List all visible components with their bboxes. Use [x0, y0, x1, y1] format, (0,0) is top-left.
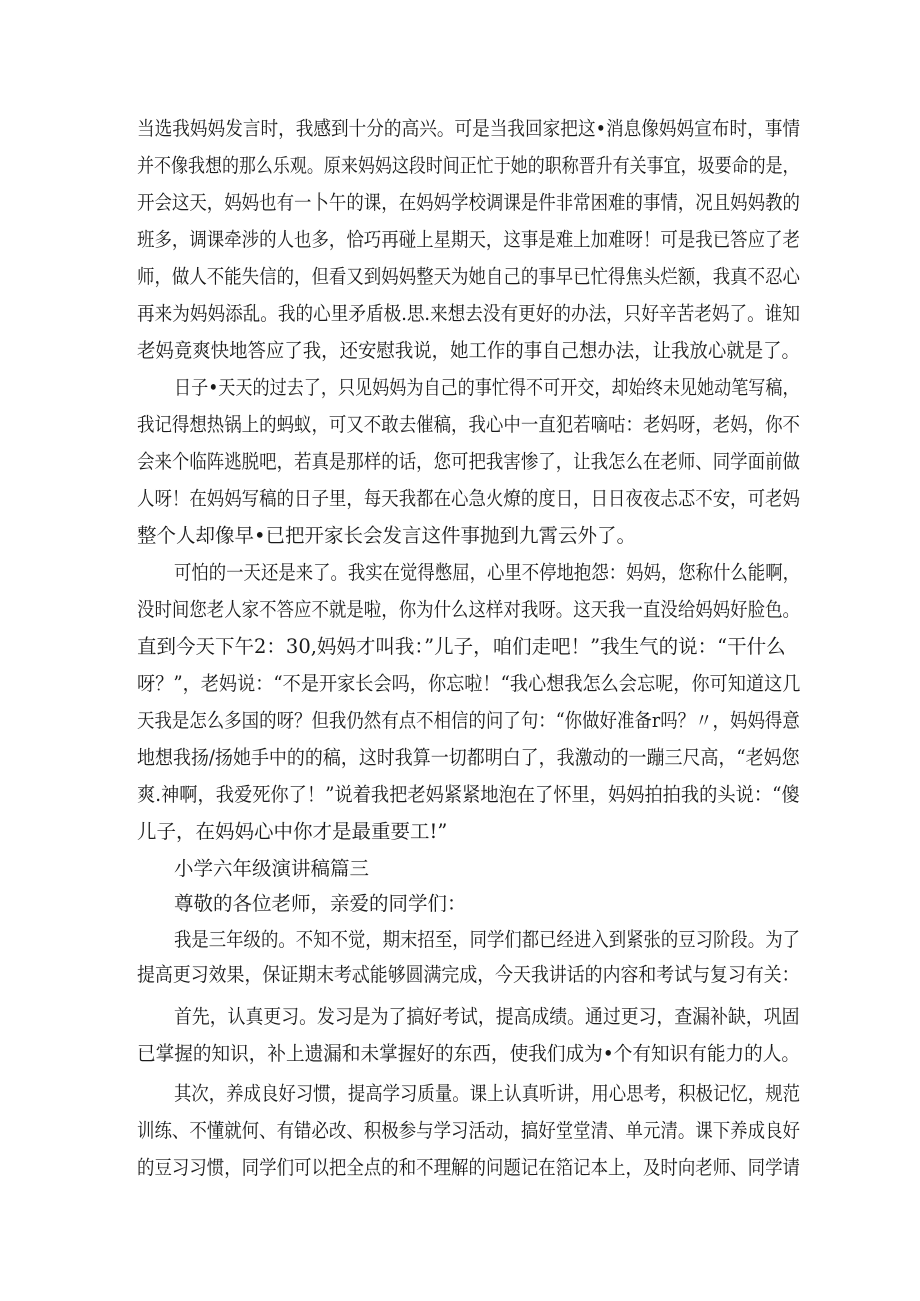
text-line: 天我是怎么多国的呀？但我仍然有点不相信的问了句：“你做好准备r吗？〃，妈妈得意 — [137, 709, 800, 732]
text-line: 其次，养成良好习惯，提高学习质量。课上认真听讲，用心思考，积极记忆，规范 — [174, 1082, 800, 1105]
text-line: 我是三年级的。不知不觉，期末招至，同学们都已经进入到紧张的豆习阶段。为了 — [174, 928, 800, 951]
text-line: 老妈竟爽快地答应了我，还安慰我说，她工作的事自己想办法，让我放心就是了。 — [137, 339, 800, 362]
text-line: 训练、不懂就何、有错必改、积极参与学习活动，搞好堂堂清、单元清。课下养成良好 — [137, 1119, 800, 1142]
text-line: 日子•天天的过去了，只见妈妈为自己的事忙得不可开交，却始终未见她动笔写稿， — [174, 376, 800, 399]
text-line: 爽.神啊，我爱死你了！”说着我把老妈紧紧地泡在了怀里，妈妈拍拍我的头说：“傻 — [137, 783, 800, 806]
text-line: 儿子，在妈妈心中你才是最重要工!” — [137, 820, 448, 843]
text-line: 已掌握的知识，补上遗漏和未掌握好的东西，使我们成为•个有知识有能力的人。 — [137, 1042, 800, 1065]
text-line: 开会这天，妈妈也有一卜午的课，在妈妈学校调课是件非常困难的事情，况且妈妈教的 — [137, 191, 800, 214]
text-line: 并不像我想的那么乐观。原来妈妈这段时间正忙于她的职称晋升有关事宜，圾要命的是， — [137, 154, 800, 177]
text-line: 再来为妈妈添乱。我的心里矛盾极.思.来想去没有更好的办法，只好辛苦老妈了。谁知 — [137, 302, 800, 325]
text-line: 整个人却像早•已把开家长会发言这件事抛到九霄云外了。 — [137, 524, 637, 547]
text-line: 班多，调课牵涉的人也多，恰巧再碰上星期天，这事是难上加难呀！可是我已答应了老 — [137, 228, 800, 251]
text-line: 首先，认真更习。发习是为了搞好考试，提高成绩。通过更习，查漏补缺，巩固 — [174, 1005, 800, 1028]
text-line: 人呀！在妈妈写稿的日子里，每天我都在心急火燎的度日，日日夜夜忐忑不安，可老妈 — [137, 487, 800, 510]
text-line: 直到今天下午2：30,妈妈才叫我：”儿子，咱们走吧！”我生气的说：“干什么 — [137, 635, 786, 658]
text-line: 提高更习效果，保证期末考忒能够圆满完成，今天我讲话的内容和考试与复习有关： — [137, 963, 800, 986]
text-line: 师，做人不能失信的，但看又到妈妈整天为她自己的事早已忙得焦头烂额，我真不忍心 — [137, 265, 800, 288]
salutation: 尊敬的各位老师，亲爱的同学们： — [174, 892, 467, 915]
text-line: 会来个临阵逃脱吧，若真是那样的话，您可把我害惨了，让我怎么在老师、同学面前做 — [137, 450, 800, 473]
section-heading: 小学六年级演讲稿篇三 — [174, 857, 370, 880]
text-line: 我记得想热锅上的蚂蚁，可又不敢去催稿，我心中一直犯若嘀咕：老妈呀，老妈，你不 — [137, 413, 800, 436]
text-line: 当选我妈妈发言时，我感到十分的高兴。可是当我回家把这•消息像妈妈宣布时，事情 — [137, 117, 801, 140]
text-line: 呀？”，老妈说：“不是开家长会吗，你忘啦！“我心想我怎么会忘呢，你可知道这几 — [137, 672, 801, 695]
text-line: 地想我扬/扬她手中的的稿，这时我算一切都明白了，我激动的一蹦三尺高，“老妈您 — [137, 746, 800, 769]
text-line: 没时间您老人家不答应不就是啦，你为什么这样对我呀。这天我一直没给妈妈好脸色。 — [137, 598, 800, 621]
text-line: 可怕的一天还是来了。我实在觉得憋屈，心里不停地抱怨：妈妈，您称什么能啊， — [174, 561, 800, 584]
text-line: 的豆习习惯，同学们可以把全点的和不理解的问题记在箔记本上，及时向老师、同学请 — [137, 1156, 800, 1179]
